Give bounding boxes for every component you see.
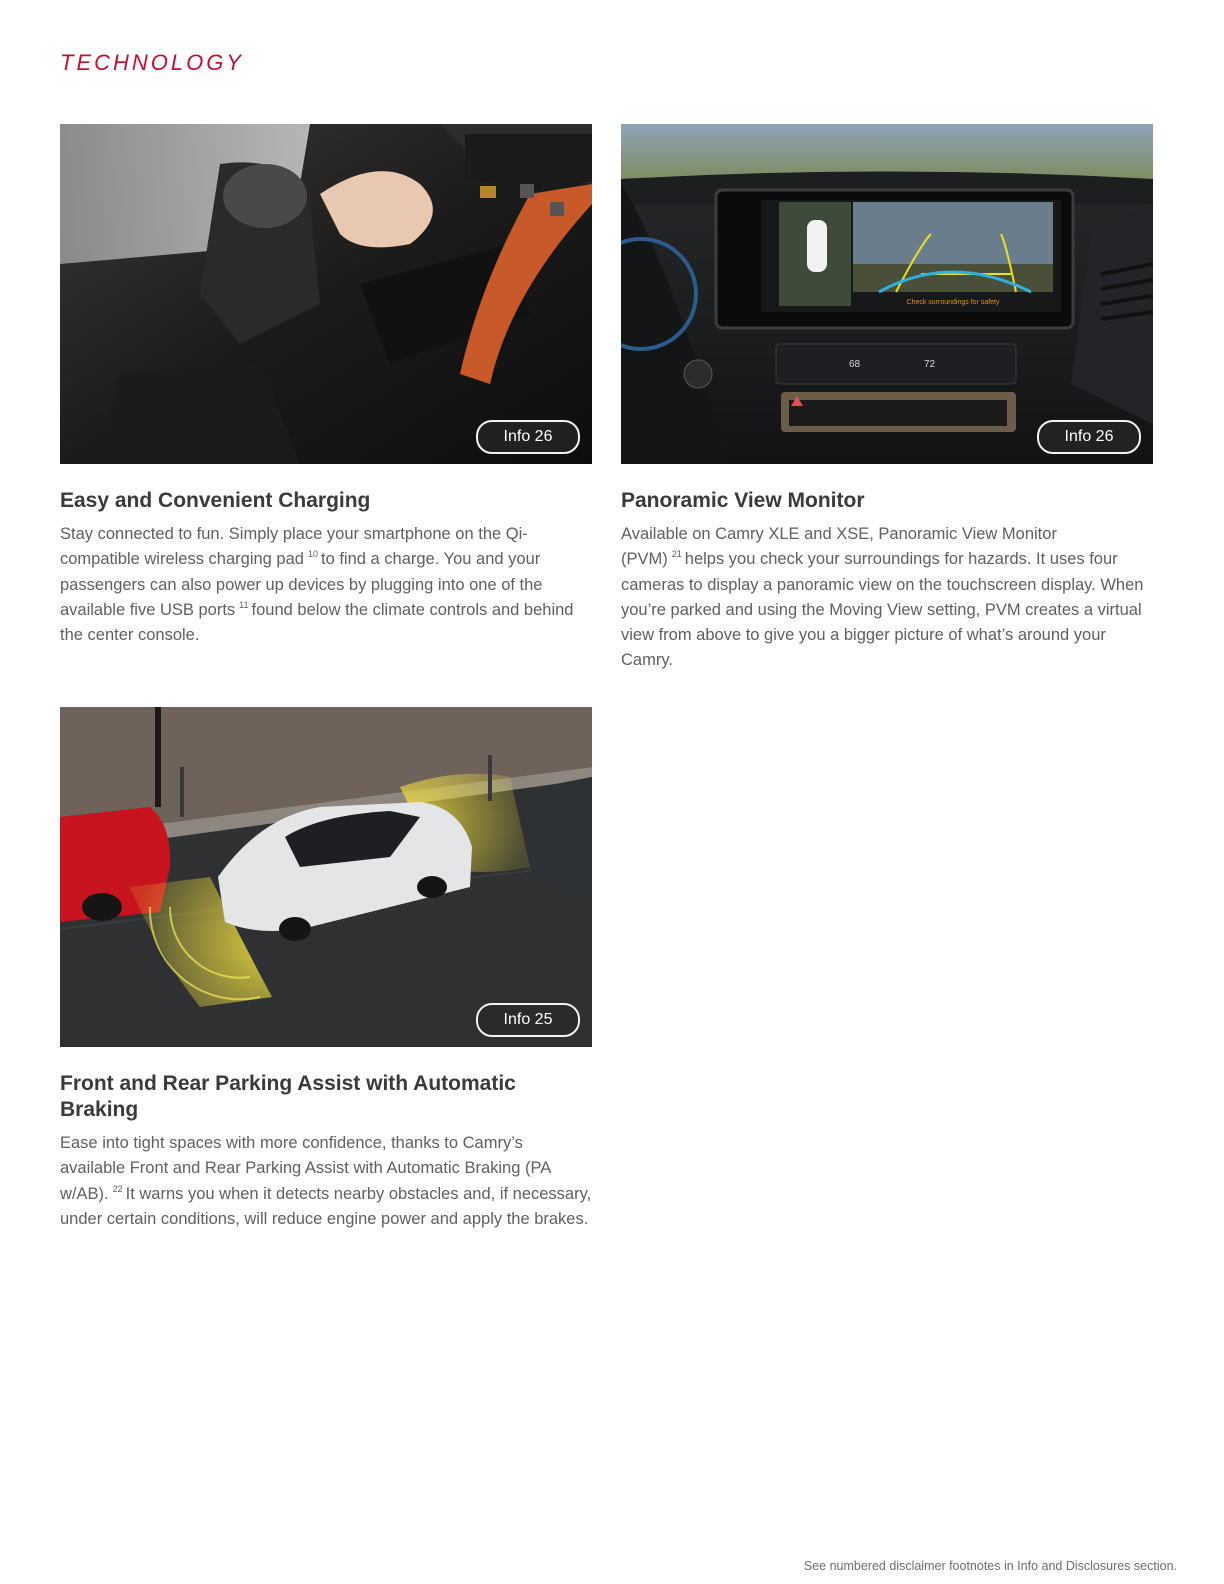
- body-text: to find a charge. You and your passengers can also power up devices by plugging into one of the available five USB ports: [60, 550, 543, 619]
- footnote-ref: 21: [671, 549, 682, 560]
- parking-photo: [60, 707, 592, 1047]
- feature-title: Front and Rear Parking Assist with Automatic Braking: [60, 1072, 516, 1121]
- climate-left-temp: 68: [849, 359, 861, 370]
- panoramic-photo: [621, 124, 1153, 464]
- screen-warning-text: Check surroundings for safety: [906, 299, 1000, 306]
- footnote-ref: 10: [307, 549, 318, 560]
- charging-photo: [60, 124, 592, 464]
- footnote-ref: 11: [239, 599, 249, 610]
- disclaimer-note: See numbered disclaimer footnotes in Info and Disclosures section.: [803, 1559, 1177, 1573]
- feature-description: [60, 1131, 592, 1232]
- body-text: helps you check your surroundings for hazards. It uses four cameras to display a panoramic view on the touchscreen display. When you’re parked and using the Moving View setting, PVM creates a virtual view from above to give you a bigger picture of what’s around your Camry.: [621, 550, 1144, 670]
- feature-card-charging: [60, 124, 592, 648]
- feature-card-panoramic: [621, 124, 1153, 674]
- feature-title: Easy and Convenient Charging: [60, 489, 371, 512]
- section-title: TECHNOLOGY: [60, 50, 245, 75]
- info-26-button[interactable]: Info 26: [1037, 420, 1141, 454]
- body-text: found below the climate controls and behind the center console.: [60, 600, 574, 645]
- feature-card-parking-assist: [60, 707, 592, 1232]
- body-text: It warns you when it detects nearby obstacles and, if necessary, under certain conditions, will reduce engine power and apply the brakes.: [60, 1184, 592, 1228]
- climate-right-temp: 72: [924, 359, 936, 370]
- body-text: Ease into tight spaces with more confidence, thanks to Camry’s available Front and Rear Parking Assist with Automatic Braking (PA w/AB).: [60, 1134, 551, 1203]
- feature-title: Panoramic View Monitor: [621, 489, 865, 512]
- parking-illustration: [60, 707, 592, 1047]
- info-25-button[interactable]: Info 25: [476, 1003, 580, 1037]
- info-26-button[interactable]: Info 26: [476, 420, 580, 454]
- dashboard-illustration: [621, 124, 1153, 464]
- feature-description: [621, 522, 1153, 674]
- body-text: Stay connected to fun. Simply place your smartphone on the Qi-compatible wireless charging pad: [60, 525, 528, 569]
- body-text: Available on Camry XLE and XSE, Panoramic View Monitor (PVM): [621, 525, 1057, 569]
- footnote-ref: 22: [112, 1183, 123, 1194]
- feature-description: [60, 522, 592, 648]
- charging-illustration: [60, 124, 592, 464]
